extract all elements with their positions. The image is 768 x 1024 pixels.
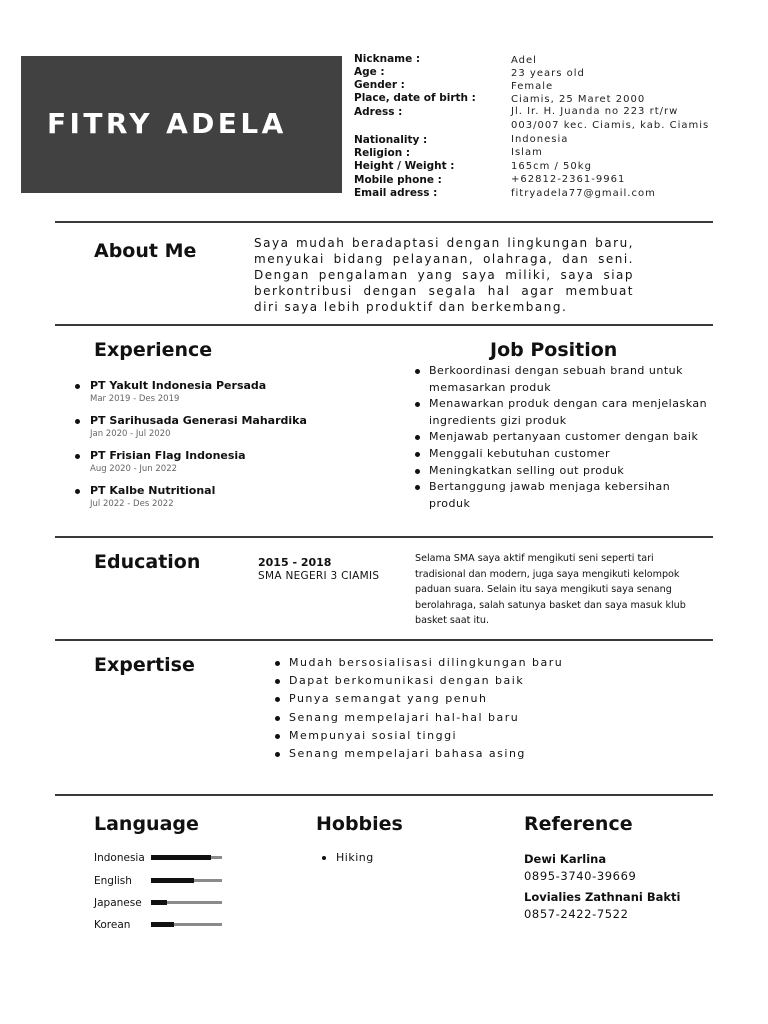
info-value-gender: Female bbox=[511, 81, 554, 92]
experience-company: PT Frisian Flag Indonesia bbox=[90, 449, 246, 462]
expertise-list bbox=[275, 654, 605, 763]
experience-company: PT Kalbe Nutritional bbox=[90, 484, 216, 497]
job-duty-item: Berkoordinasi dengan sebuah brand untuk memasarkan produk bbox=[415, 363, 711, 396]
language-row bbox=[94, 918, 234, 932]
job-duty-item: Menawarkan produk dengan cara menjelaskan ingredients gizi produk bbox=[415, 396, 711, 429]
expertise-item: Punya semangat yang penuh bbox=[275, 690, 605, 708]
education-years: 2015 - 2018 bbox=[258, 556, 332, 569]
info-value-height-weight: 165cm / 50kg bbox=[511, 161, 592, 172]
language-level-fill bbox=[151, 900, 167, 905]
language-level-fill bbox=[151, 922, 174, 927]
language-name: Indonesia bbox=[94, 852, 145, 864]
info-label-religion: Religion : bbox=[354, 147, 411, 159]
info-label-birth: Place, date of birth : bbox=[354, 92, 476, 104]
language-row bbox=[94, 851, 234, 865]
language-level-track bbox=[151, 879, 222, 882]
reference-phone: 0857-2422-7522 bbox=[524, 907, 629, 921]
job-duty-item: Bertanggung jawab menjaga kebersihan produk bbox=[415, 479, 711, 512]
experience-dates: Jul 2022 - Des 2022 bbox=[90, 499, 174, 509]
job-duty-item: Menjawab pertanyaan customer dengan baik bbox=[415, 429, 711, 446]
hobbies-heading: Hobbies bbox=[316, 813, 403, 835]
language-heading: Language bbox=[94, 813, 199, 835]
divider-bottom bbox=[55, 794, 713, 796]
about-heading: About Me bbox=[94, 240, 197, 262]
education-school: SMA NEGERI 3 CIAMIS bbox=[258, 570, 380, 582]
language-name: English bbox=[94, 875, 132, 887]
reference-heading: Reference bbox=[524, 813, 633, 835]
info-label-address: Adress : bbox=[354, 106, 403, 118]
info-value-age: 23 years old bbox=[511, 68, 585, 79]
expertise-item: Mudah bersosialisasi dilingkungan baru bbox=[275, 654, 605, 672]
expertise-heading: Expertise bbox=[94, 654, 195, 676]
info-label-mobile: Mobile phone : bbox=[354, 174, 442, 186]
info-label-height-weight: Height / Weight : bbox=[354, 160, 455, 172]
language-row bbox=[94, 896, 234, 910]
info-value-nationality: Indonesia bbox=[511, 134, 569, 145]
about-text: Saya mudah beradaptasi dengan lingkungan baru, menyukai bidang pelayanan, olahraga, dan seni. Dengan pengalaman yang saya miliki, saya siap berkontribusi dengan segala hal agar membuat diri saya lebih produktif dan berkembang. bbox=[254, 236, 634, 314]
job-duty-item: Meningkatkan selling out produk bbox=[415, 463, 711, 480]
info-label-age: Age : bbox=[354, 66, 385, 78]
experience-dates: Mar 2019 - Des 2019 bbox=[90, 394, 180, 404]
expertise-item: Dapat berkomunikasi dengan baik bbox=[275, 672, 605, 690]
expertise-item: Senang mempelajari hal-hal baru bbox=[275, 709, 605, 727]
job-position-list bbox=[415, 363, 711, 512]
candidate-name: FITRY ADELA bbox=[47, 107, 287, 140]
info-value-email: fitryadela77@gmail.com bbox=[511, 188, 656, 199]
language-level-fill bbox=[151, 855, 211, 860]
hobby-item: Hiking bbox=[322, 851, 374, 865]
education-heading: Education bbox=[94, 551, 201, 573]
experience-item bbox=[75, 449, 375, 484]
reference-name: Dewi Karlina bbox=[524, 852, 607, 866]
experience-dates: Aug 2020 - Jun 2022 bbox=[90, 464, 178, 474]
job-position-heading: Job Position bbox=[490, 339, 618, 361]
experience-item bbox=[75, 484, 375, 519]
divider-about bbox=[55, 221, 713, 223]
info-label-nationality: Nationality : bbox=[354, 134, 428, 146]
experience-company: PT Yakult Indonesia Persada bbox=[90, 379, 267, 392]
info-label-nickname: Nickname : bbox=[354, 53, 421, 65]
language-level-track bbox=[151, 856, 222, 859]
language-level-track bbox=[151, 923, 222, 926]
language-level-track bbox=[151, 901, 222, 904]
hobbies-list bbox=[322, 851, 374, 865]
language-name: Japanese bbox=[94, 897, 142, 909]
language-level-fill bbox=[151, 878, 194, 883]
expertise-item: Senang mempelajari bahasa asing bbox=[275, 745, 605, 763]
job-duty-item: Menggali kebutuhan customer bbox=[415, 446, 711, 463]
info-label-email: Email adress : bbox=[354, 187, 438, 199]
info-value-address-line1: Jl. Ir. H. Juanda no 223 rt/rw bbox=[511, 106, 679, 117]
reference-name: Lovialies Zathnani Bakti bbox=[524, 890, 681, 904]
experience-company: PT Sarihusada Generasi Mahardika bbox=[90, 414, 307, 427]
info-value-nickname: Adel bbox=[511, 55, 537, 66]
info-value-address-line2: 003/007 kec. Ciamis, kab. Ciamis bbox=[511, 120, 710, 131]
experience-list bbox=[75, 379, 375, 519]
divider-experience bbox=[55, 324, 713, 326]
experience-item bbox=[75, 414, 375, 449]
education-description: Selama SMA saya aktif mengikuti seni seperti tari tradisional dan modern, juga saya mengikuti kelompok paduan suara. Selain itu saya mengikuti saya senang berolahraga, salah satunya basket dan saya masuk klub basket saat itu. bbox=[415, 553, 686, 626]
reference-phone: 0895-3740-39669 bbox=[524, 869, 637, 883]
info-label-gender: Gender : bbox=[354, 79, 405, 91]
experience-item bbox=[75, 379, 375, 414]
divider-education bbox=[55, 536, 713, 538]
info-value-birth: Ciamis, 25 Maret 2000 bbox=[511, 94, 646, 105]
info-value-mobile: +62812-2361-9961 bbox=[511, 174, 626, 185]
experience-heading: Experience bbox=[94, 339, 213, 361]
expertise-item: Mempunyai sosial tinggi bbox=[275, 727, 605, 745]
divider-expertise bbox=[55, 639, 713, 641]
experience-dates: Jan 2020 - Jul 2020 bbox=[90, 429, 171, 439]
info-value-religion: Islam bbox=[511, 147, 543, 158]
language-row bbox=[94, 874, 234, 888]
language-name: Korean bbox=[94, 919, 131, 931]
